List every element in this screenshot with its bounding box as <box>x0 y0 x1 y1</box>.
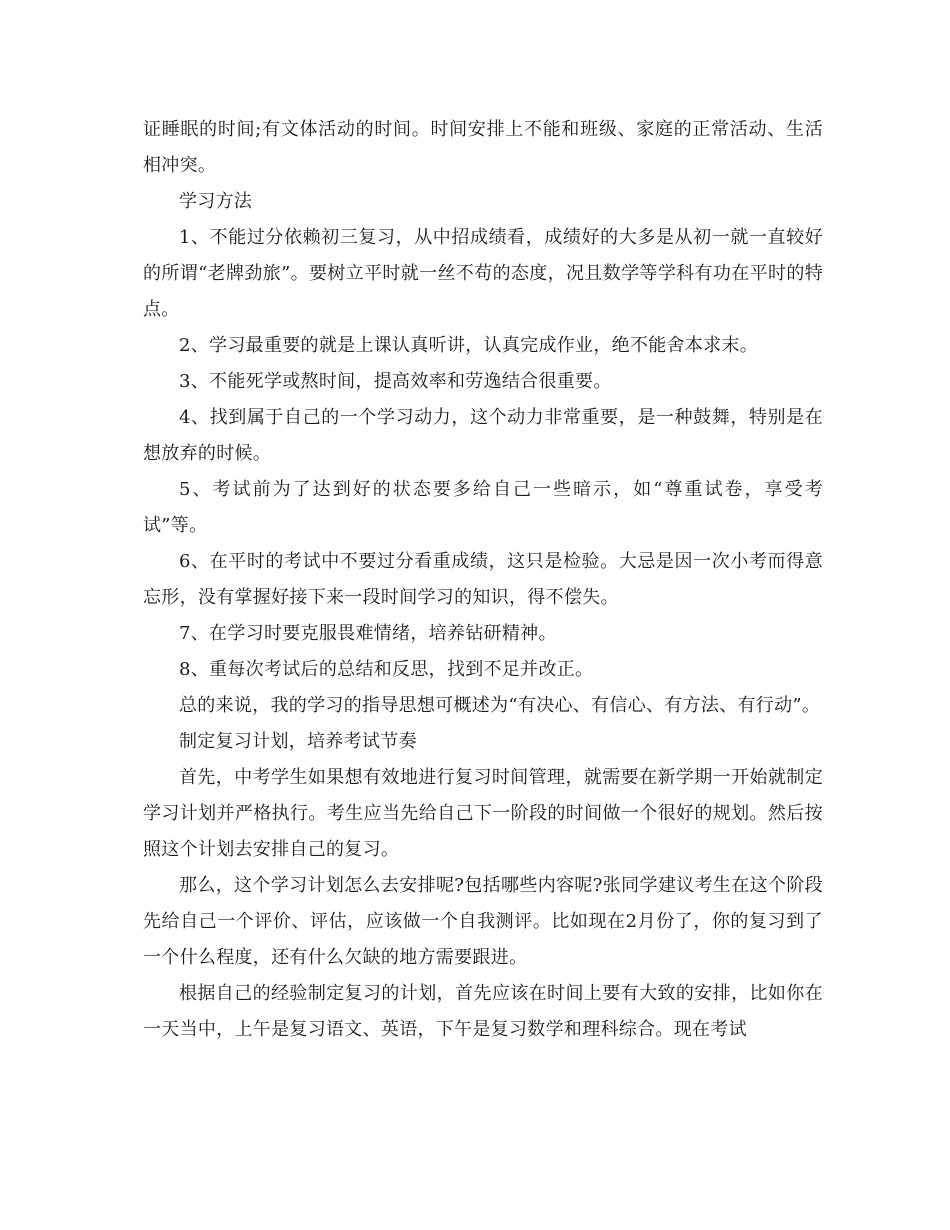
list-item-2: 2、学习最重要的就是上课认真听讲，认真完成作业，绝不能舍本求末。 <box>179 335 759 356</box>
document-body <box>143 112 823 1048</box>
list-item-7: 7、在学习时要克服畏难情绪，培养钻研精神。 <box>179 623 557 644</box>
section-heading-study-methods: 学习方法 <box>179 191 253 212</box>
body-paragraph: 根据自己的经验制定复习的计划，首先应该在时间上要有大致的安排，比如你在一天当中，上午是复习语文、英语，下午是复习数学和理科综合。现在考试 <box>143 983 823 1040</box>
summary-paragraph: 总的来说，我的学习的指导思想可概述为“有决心、有信心、有方法、有行动”。 <box>179 695 821 716</box>
list-item-4: 4、找到属于自己的一个学习动力，这个动力非常重要，是一种鼓舞，特别是在想放弃的时候。 <box>143 407 823 464</box>
list-item-6: 6、在平时的考试中不要过分看重成绩，这只是检验。大忌是因一次小考而得意忘形，没有掌握好接下来一段时间学习的知识，得不偿失。 <box>143 551 823 608</box>
list-item-1: 1、不能过分依赖初三复习，从中招成绩看，成绩好的大多是从初一就一直较好的所谓“老牌劲旅”。要树立平时就一丝不苟的态度，况且数学等学科有功在平时的特点。 <box>143 227 823 320</box>
section-heading-review-plan: 制定复习计划，培养考试节奏 <box>179 731 417 752</box>
body-paragraph: 首先，中考学生如果想有效地进行复习时间管理，就需要在新学期一开始就制定学习计划并严格执行。考生应当先给自己下一阶段的时间做一个很好的规划。然后按照这个计划去安排自己的复习。 <box>143 767 823 860</box>
list-item-3: 3、不能死学或熬时间，提高效率和劳逸结合很重要。 <box>179 371 612 392</box>
paragraph-continuation: 证睡眠的时间;有文体活动的时间。时间安排上不能和班级、家庭的正常活动、生活相冲突。 <box>143 119 823 176</box>
list-item-8: 8、重每次考试后的总结和反思，找到不足并改正。 <box>179 659 594 680</box>
body-paragraph: 那么，这个学习计划怎么去安排呢?包括哪些内容呢?张同学建议考生在这个阶段先给自己一个评价、评估，应该做一个自我测评。比如现在2月份了，你的复习到了一个什么程度，还有什么欠缺的地方需要跟进。 <box>143 875 823 968</box>
list-item-5: 5、考试前为了达到好的状态要多给自己一些暗示，如“尊重试卷，享受考试”等。 <box>143 479 823 536</box>
